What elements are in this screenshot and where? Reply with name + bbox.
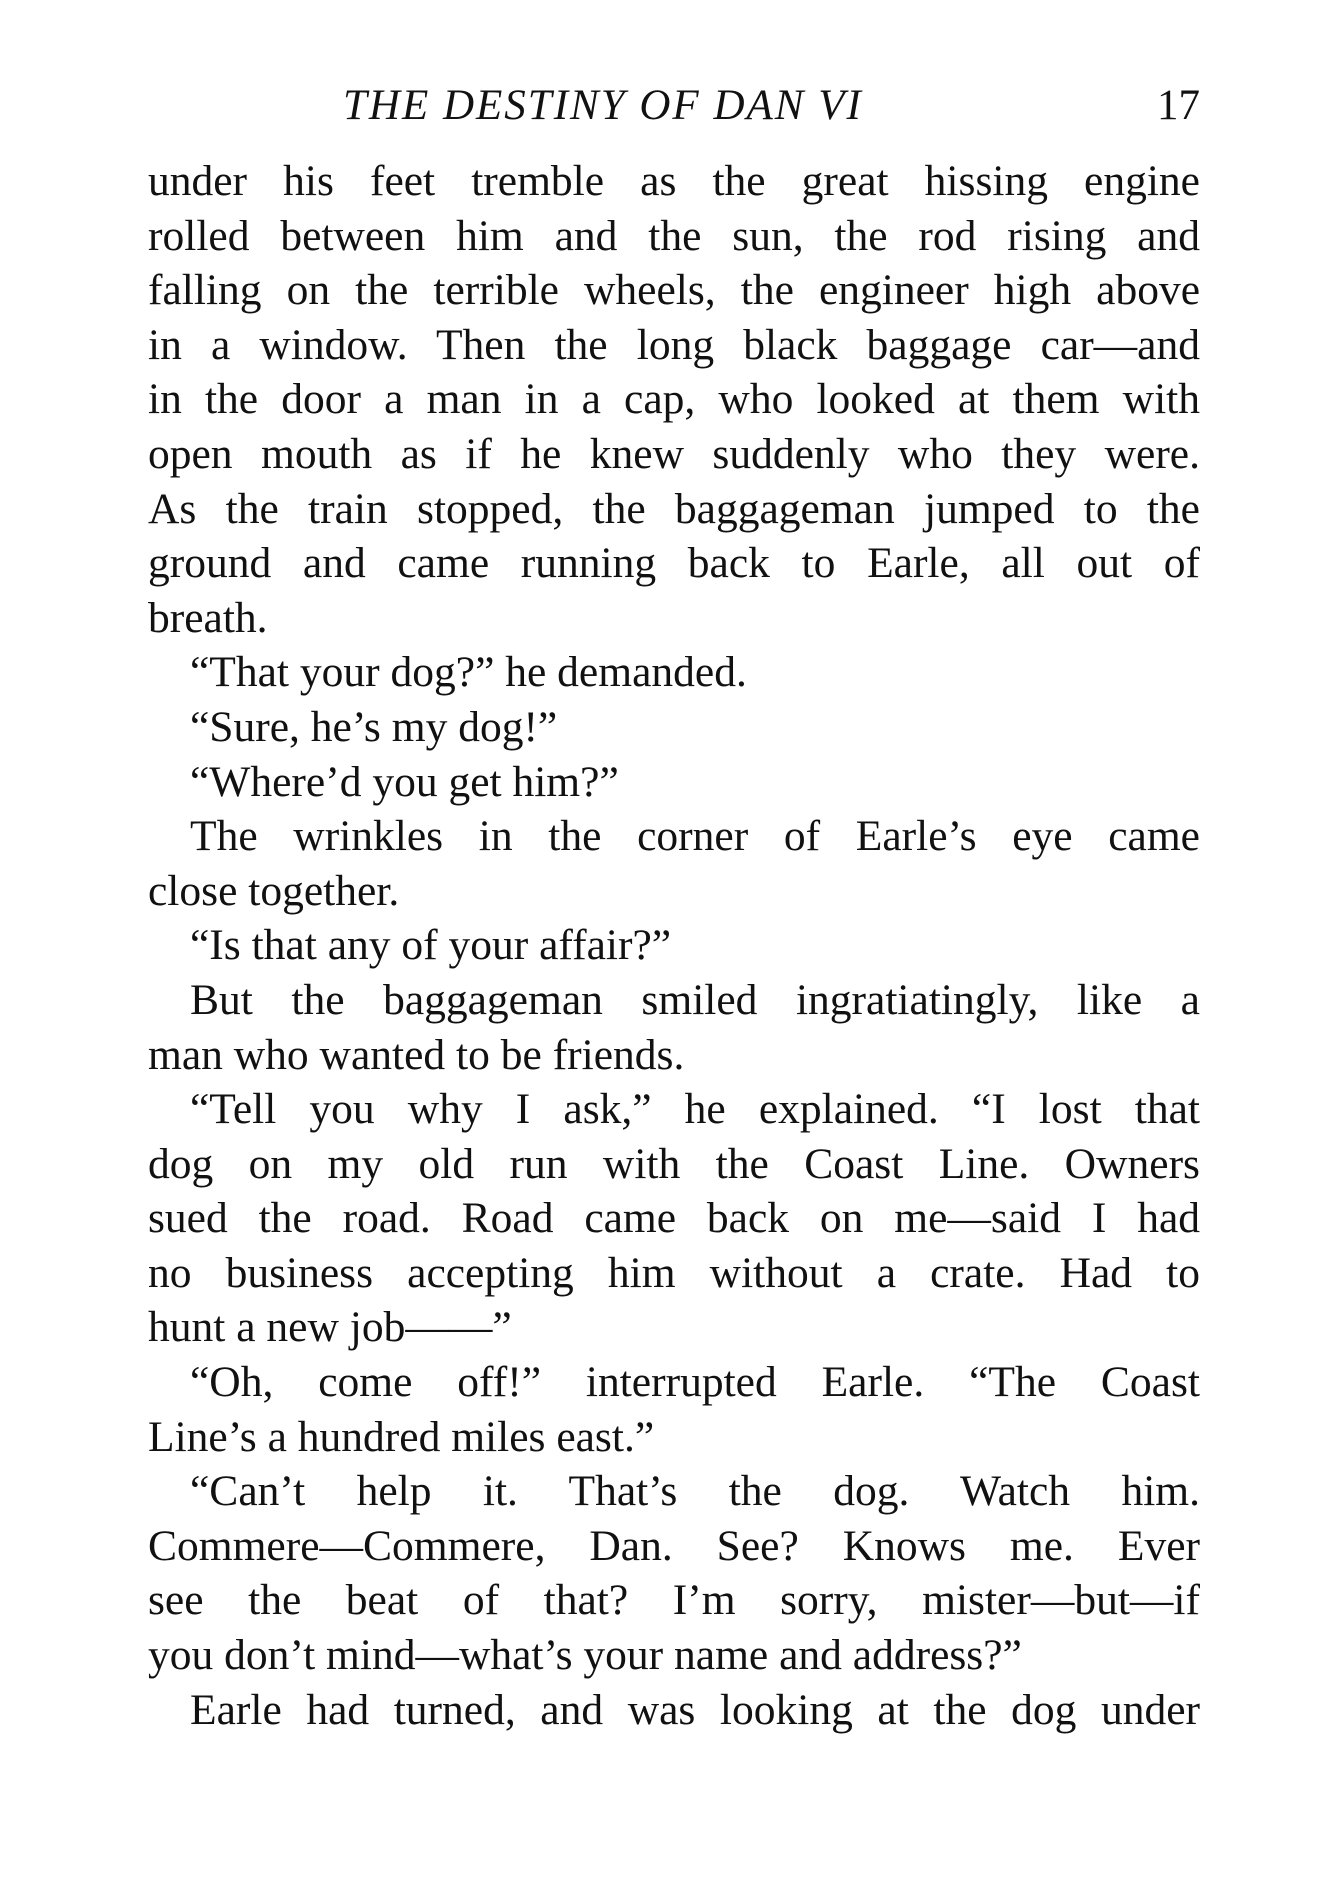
text-line: “That your dog?” he demanded. (190, 648, 747, 697)
text-line: in the door a man in a cap, who looked at them with (148, 375, 1200, 424)
text-line: As the train stopped, the baggageman jumped to the (148, 484, 1200, 533)
text-line: “Can’t help it. That’s the dog. Watch him. (190, 1467, 1200, 1516)
running-head (148, 78, 1200, 134)
text-line: in a window. Then the long black baggage car—and (148, 320, 1200, 369)
text-line: “Is that any of your affair?” (190, 921, 672, 970)
page-number: 17 (1157, 82, 1200, 129)
text-line: close together. (148, 866, 400, 915)
text-line: Commere—Commere, Dan. See? Knows me. Ever (148, 1521, 1200, 1570)
text-line: “Sure, he’s my dog!” (190, 702, 558, 751)
text-line: ground and came running back to Earle, all out of (148, 539, 1200, 588)
text-line: “Tell you why I ask,” he explained. “I lost that (190, 1085, 1200, 1134)
text-line: breath. (148, 593, 268, 642)
text-line: “Oh, come off!” interrupted Earle. “The Coast (190, 1358, 1200, 1407)
text-line: sued the road. Road came back on me—said I had (148, 1194, 1200, 1243)
text-line: you don’t mind—what’s your name and address?” (148, 1631, 1022, 1680)
text-line: Earle had turned, and was looking at the dog under (190, 1685, 1200, 1734)
body-text (148, 154, 1200, 1737)
text-line: under his feet tremble as the great hissing engine (148, 157, 1200, 205)
text-line: no business accepting him without a crate. Had to (148, 1248, 1200, 1297)
text-line: “Where’d you get him?” (190, 757, 619, 806)
text-line: man who wanted to be friends. (148, 1030, 685, 1079)
text-line: rolled between him and the sun, the rod rising and (148, 211, 1200, 260)
text-line: But the baggageman smiled ingratiatingly, like a (190, 975, 1200, 1024)
text-line: Line’s a hundred miles east.” (148, 1412, 655, 1461)
text-line: The wrinkles in the corner of Earle’s eye came (190, 812, 1200, 861)
text-line: see the beat of that? I’m sorry, mister—but—if (148, 1576, 1200, 1625)
text-line: dog on my old run with the Coast Line. Owners (148, 1139, 1200, 1188)
running-title: THE DESTINY OF DAN VI (343, 82, 863, 129)
text-line: hunt a new job——” (148, 1303, 512, 1352)
text-line: open mouth as if he knew suddenly who they were. (148, 429, 1200, 478)
text-line: falling on the terrible wheels, the engineer high above (148, 266, 1200, 315)
